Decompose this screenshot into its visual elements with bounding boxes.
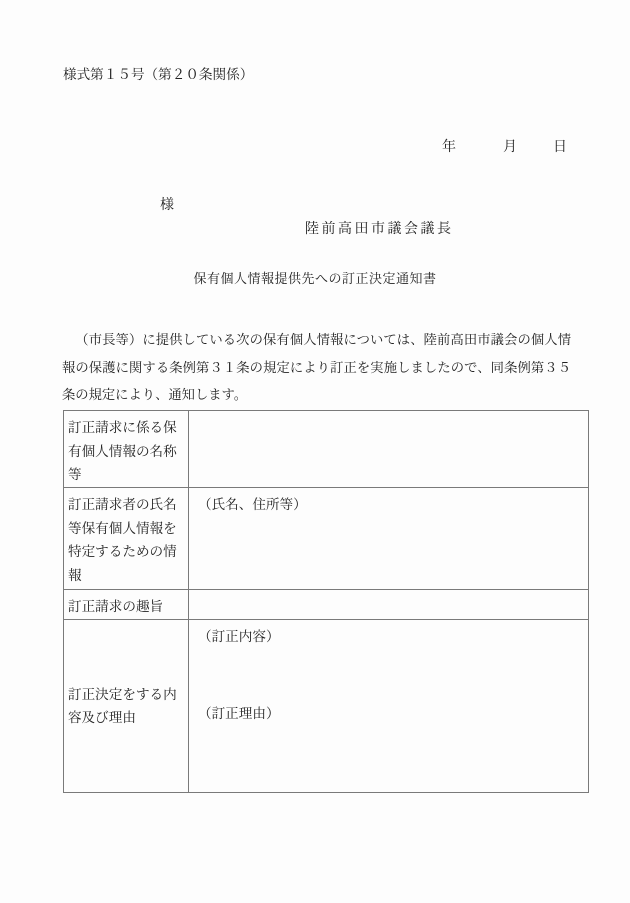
row-value: （氏名、住所等） [198,497,307,512]
row-label: 訂正決定をする内容及び理由 [64,620,189,792]
date-day-label: 日 [553,140,567,155]
row-label: 訂正請求の趣旨 [64,590,189,619]
row-value [189,620,588,792]
row-label: 訂正請求に係る保有個人情報の名称等 [64,411,189,487]
addressee-honorific-label: 様 [160,198,174,213]
table-row-requester-identity [64,488,588,590]
row-label: 訂正請求者の氏名等保有個人情報を特定するための情報 [64,488,189,589]
correction-content-placeholder: （訂正内容） [198,629,280,644]
body-paragraph: （市長等）に提供している次の保有個人情報については、陸前高田市議会の個人情報の保護に関する条例第３１条の規定により訂正を実施しましたので、同条例第３５条の規定により、通知します。 [62,332,571,402]
table-row-decision-content-and-reason [64,620,588,792]
date-month-label: 月 [503,140,517,155]
correction-notice-table [63,410,589,793]
sender-title-text: 陸前高田市議会議長 [305,222,454,237]
correction-reason-placeholder: （訂正理由） [198,705,280,721]
table-row-name-of-information [64,411,588,488]
row-value [189,590,588,619]
form-number-text: 様式第１５号（第２０条関係） [63,67,254,82]
document-title: 保有個人情報提供先への訂正決定通知書 [193,271,437,286]
date-year-label: 年 [442,140,456,155]
table-row-purpose-of-request [64,590,588,620]
row-value [189,411,588,487]
